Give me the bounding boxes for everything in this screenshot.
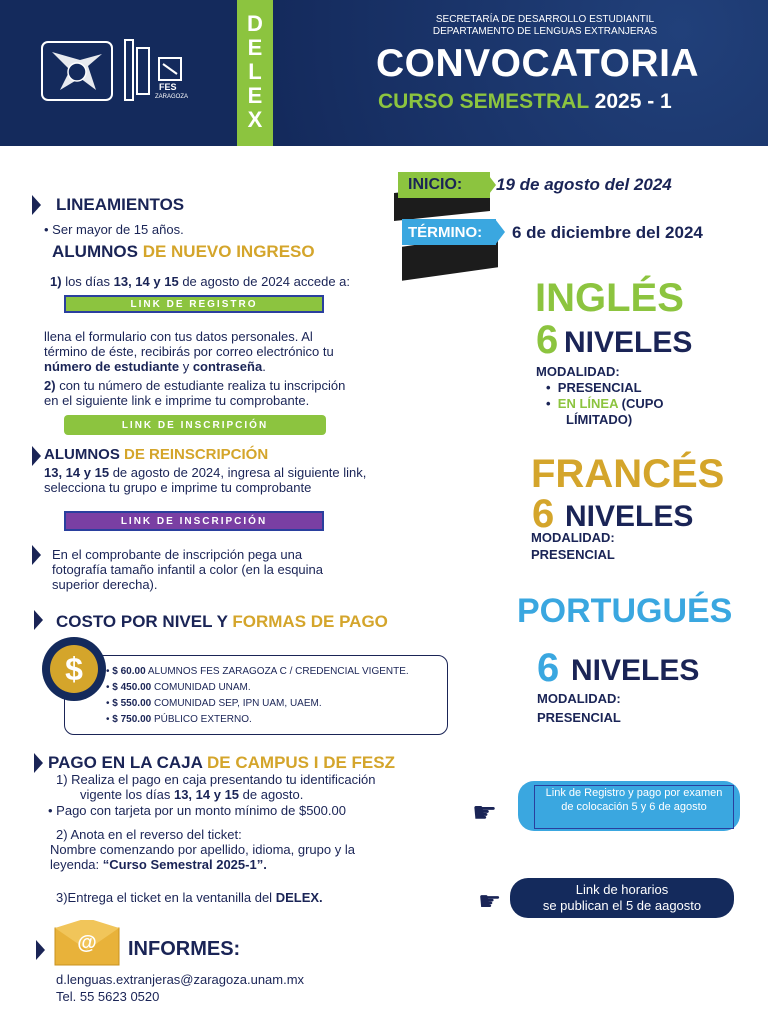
section-arrow-icon	[32, 195, 41, 215]
delex-letter: X	[247, 107, 263, 132]
section-arrow-icon	[34, 753, 43, 773]
pago-step2-line-2: Nombre comenzando por apellido, idioma, grupo y la	[50, 842, 355, 857]
section-arrow-icon	[32, 545, 41, 565]
pago-step2-line-3	[50, 857, 450, 872]
step1-c: de agosto de 2024 accede a:	[182, 274, 351, 289]
reinscripcion-text	[44, 465, 444, 495]
frances-six: 6	[532, 492, 555, 536]
step2-a: con tu número de estudiante realiza tu inscripción	[59, 378, 346, 393]
termino-label: TÉRMINO:	[408, 224, 483, 241]
frances-modalidad: MODALIDAD:	[531, 530, 615, 545]
email-envelope-icon	[54, 920, 120, 966]
cost-price: $ 450.00	[112, 682, 152, 693]
inicio-label: INICIO:	[408, 176, 463, 193]
cost-price: $ 550.00	[112, 698, 152, 709]
pago-step3-a: 3)Entrega el ticket en la ventanilla del	[56, 890, 273, 905]
cost-desc: PÚBLICO EXTERNO.	[154, 714, 252, 725]
cost-item: • $ 60.00 ALUMNOS FES ZARAGOZA C / CREDENCIAL VIGENTE.	[106, 666, 409, 677]
ingles-niveles: NIVELES	[564, 326, 693, 359]
ingles-modalidad: MODALIDAD:	[536, 364, 620, 379]
costos-heading-b: FORMAS DE PAGO	[232, 612, 388, 631]
cost-desc: COMUNIDAD SEP, IPN UAM, UAEM.	[154, 698, 322, 709]
ingles-presencial: PRESENCIAL	[557, 380, 642, 395]
section-arrow-icon	[32, 446, 41, 466]
ingles-en-linea: EN LÍNEA	[557, 396, 618, 411]
dept-line-2: DEPARTAMENTO DE LENGUAS EXTRANJERAS	[432, 26, 658, 37]
pago-step1	[56, 772, 456, 802]
informes-heading: INFORMES:	[128, 938, 241, 960]
cost-item: • $ 750.00 PÚBLICO EXTERNO.	[106, 714, 252, 725]
pago-leyenda: “Curso Semestral 2025-1”.	[102, 857, 267, 872]
fes-logo-subtext: ZARAGOZA	[155, 94, 189, 100]
fill-dot: .	[262, 359, 266, 374]
section-arrow-icon	[36, 940, 45, 960]
reins-a: ALUMNOS	[44, 446, 120, 463]
pago-line-2	[56, 787, 456, 802]
inicio-arrow	[486, 172, 496, 198]
pointing-hand-icon: ☛	[472, 797, 498, 828]
subtitle-period: 2025 - 1	[594, 90, 672, 113]
link-inscripcion-reins-button[interactable]: LINK DE INSCRIPCIÓN	[64, 511, 324, 531]
termino-date: 6 de diciembre del 2024	[512, 223, 703, 242]
step1-a: los días	[65, 274, 110, 289]
ingles-opt-1: • PRESENCIAL	[546, 380, 642, 395]
reinscripcion-heading	[44, 446, 268, 463]
delex-vertical-label	[237, 0, 273, 146]
step2-text	[44, 378, 444, 408]
nuevo-ingreso-heading	[52, 242, 315, 262]
pago-step2	[50, 827, 450, 872]
svg-text:@: @	[77, 932, 97, 954]
costos-heading-a: COSTO POR NIVEL Y	[56, 612, 228, 631]
pointing-hand-icon: ☛	[478, 886, 502, 916]
nuevo-ingreso-b: DE NUEVO INGRESO	[142, 242, 315, 261]
contact-email[interactable]: d.lenguas.extranjeras@zaragoza.unam.mx	[56, 972, 305, 987]
horarios-link-button[interactable]	[510, 878, 734, 918]
unam-logo	[40, 40, 114, 102]
course-subtitle	[378, 90, 672, 114]
pago-heading-b: DE CAMPUS I DE FESZ	[207, 753, 395, 772]
foto-instructions	[52, 547, 412, 592]
step2-line-2: en el siguiente link e imprime tu comprobante.	[44, 393, 310, 408]
step1-text	[50, 274, 350, 289]
horarios-line-1: Link de horarios	[575, 882, 669, 897]
pago-step3-b: DELEX.	[275, 890, 323, 905]
step1-num: 1)	[50, 274, 62, 289]
reins-days: 13, 14 y 15	[44, 465, 110, 480]
cost-item: • $ 550.00 COMUNIDAD SEP, IPN UAM, UAEM.	[106, 698, 322, 709]
portugues-niveles: NIVELES	[571, 654, 700, 687]
ingles-options	[546, 380, 664, 428]
foto-line-3: superior derecha).	[52, 577, 158, 592]
delex-letter: D	[247, 11, 263, 36]
pago-line-1: 1) Realiza el pago en caja presentando tu identificación	[56, 772, 376, 787]
frances-niveles: NIVELES	[565, 500, 694, 533]
frances-title: FRANCÉS	[531, 452, 725, 496]
pago-days-b: de agosto.	[242, 787, 304, 802]
horarios-line-2: se publican el 5 de aagosto	[542, 898, 702, 913]
foto-line-1: En el comprobante de inscripción pega una	[52, 547, 303, 562]
portugues-six: 6	[537, 646, 560, 690]
step2-line-1	[44, 378, 444, 393]
subtitle-course: CURSO SEMESTRAL	[378, 90, 589, 113]
link-registro-button[interactable]: LINK DE REGISTRO	[64, 295, 324, 313]
pago-days: 13, 14 y 15	[173, 787, 240, 802]
section-arrow-icon	[34, 610, 43, 630]
pago-card: • Pago con tarjeta por un monto mínimo de $500.00	[48, 803, 346, 818]
lineamientos-heading: LINEAMIENTOS	[56, 195, 185, 214]
portugues-modalidad: MODALIDAD:	[537, 691, 621, 706]
cost-price: $ 750.00	[112, 714, 152, 725]
reins-text: de agosto de 2024, ingresa al siguiente link,	[112, 465, 367, 480]
pago-step3	[56, 890, 323, 905]
cost-price: $ 60.00	[112, 666, 146, 677]
contact-phone: Tel. 55 5623 0520	[56, 989, 160, 1004]
portugues-presencial: PRESENCIAL	[537, 710, 621, 725]
department-header	[380, 14, 710, 38]
frances-presencial: PRESENCIAL	[531, 547, 615, 562]
ingles-cupo: (CUPO	[621, 396, 664, 411]
ingles-limitado: LÍMITADO)	[566, 412, 633, 427]
ingles-title: INGLÉS	[535, 276, 684, 320]
delex-letter: E	[247, 83, 263, 108]
step1-days: 13, 14 y 15	[113, 274, 179, 289]
pago-leyenda-label: leyenda:	[50, 857, 100, 872]
fes-zaragoza-logo	[123, 38, 189, 104]
reins-b: DE REINSCRIPCIÓN	[124, 446, 269, 463]
exam-link-inner[interactable]: Link de Registro y pago por examen de colocación 5 y 6 de agosto	[534, 785, 734, 829]
pago-days-a: vigente los días	[80, 787, 171, 802]
fill-y: y	[179, 359, 193, 374]
delex-letter: E	[247, 35, 263, 60]
fill-bold-2: contraseña	[192, 359, 263, 374]
fes-logo-text: FES	[159, 82, 177, 92]
inicio-date: 19 de agosto del 2024	[496, 175, 672, 194]
costos-heading	[56, 612, 388, 632]
costos-list	[106, 664, 409, 728]
fill-form-text	[44, 329, 424, 374]
fill-line-3	[44, 359, 424, 374]
page-title: CONVOCATORIA	[376, 42, 700, 85]
delex-letter: L	[248, 59, 262, 84]
portugues-title: PORTUGUÉS	[517, 592, 733, 630]
age-requirement: • Ser mayor de 15 años.	[44, 222, 184, 237]
ingles-opt-2: • EN LÍNEA (CUPO	[546, 396, 664, 411]
dollar-icon: $	[42, 637, 106, 701]
fill-bold-1: número de estudiante	[44, 359, 180, 374]
foto-line-2: fotografía tamaño infantil a color (en la esquina	[52, 562, 324, 577]
cost-item: • $ 450.00 COMUNIDAD UNAM.	[106, 682, 251, 693]
reins-line-1	[44, 465, 444, 480]
dept-line-1: SECRETARÍA DE DESARROLLO ESTUDIANTIL	[435, 14, 655, 25]
fill-line-2: término de éste, recibirás por correo electrónico tu	[44, 344, 334, 359]
termino-arrow	[495, 219, 505, 245]
link-inscripcion-button[interactable]: LINK DE INSCRIPCIÓN	[64, 415, 326, 435]
nuevo-ingreso-a: ALUMNOS	[52, 242, 138, 261]
fill-line-1: llena el formulario con tus datos personales. Al	[44, 329, 313, 344]
reins-line-2: selecciona tu grupo e imprime tu comprobante	[44, 480, 312, 495]
pago-step2-line-1: 2) Anota en el reverso del ticket:	[56, 827, 242, 842]
pago-heading	[48, 753, 395, 773]
pago-heading-a: PAGO EN LA CAJA	[48, 753, 203, 772]
step2-num: 2)	[44, 378, 56, 393]
cost-desc: COMUNIDAD UNAM.	[154, 682, 251, 693]
cost-desc: ALUMNOS FES ZARAGOZA C / CREDENCIAL VIGENTE.	[147, 666, 409, 677]
ingles-six: 6	[536, 318, 559, 362]
